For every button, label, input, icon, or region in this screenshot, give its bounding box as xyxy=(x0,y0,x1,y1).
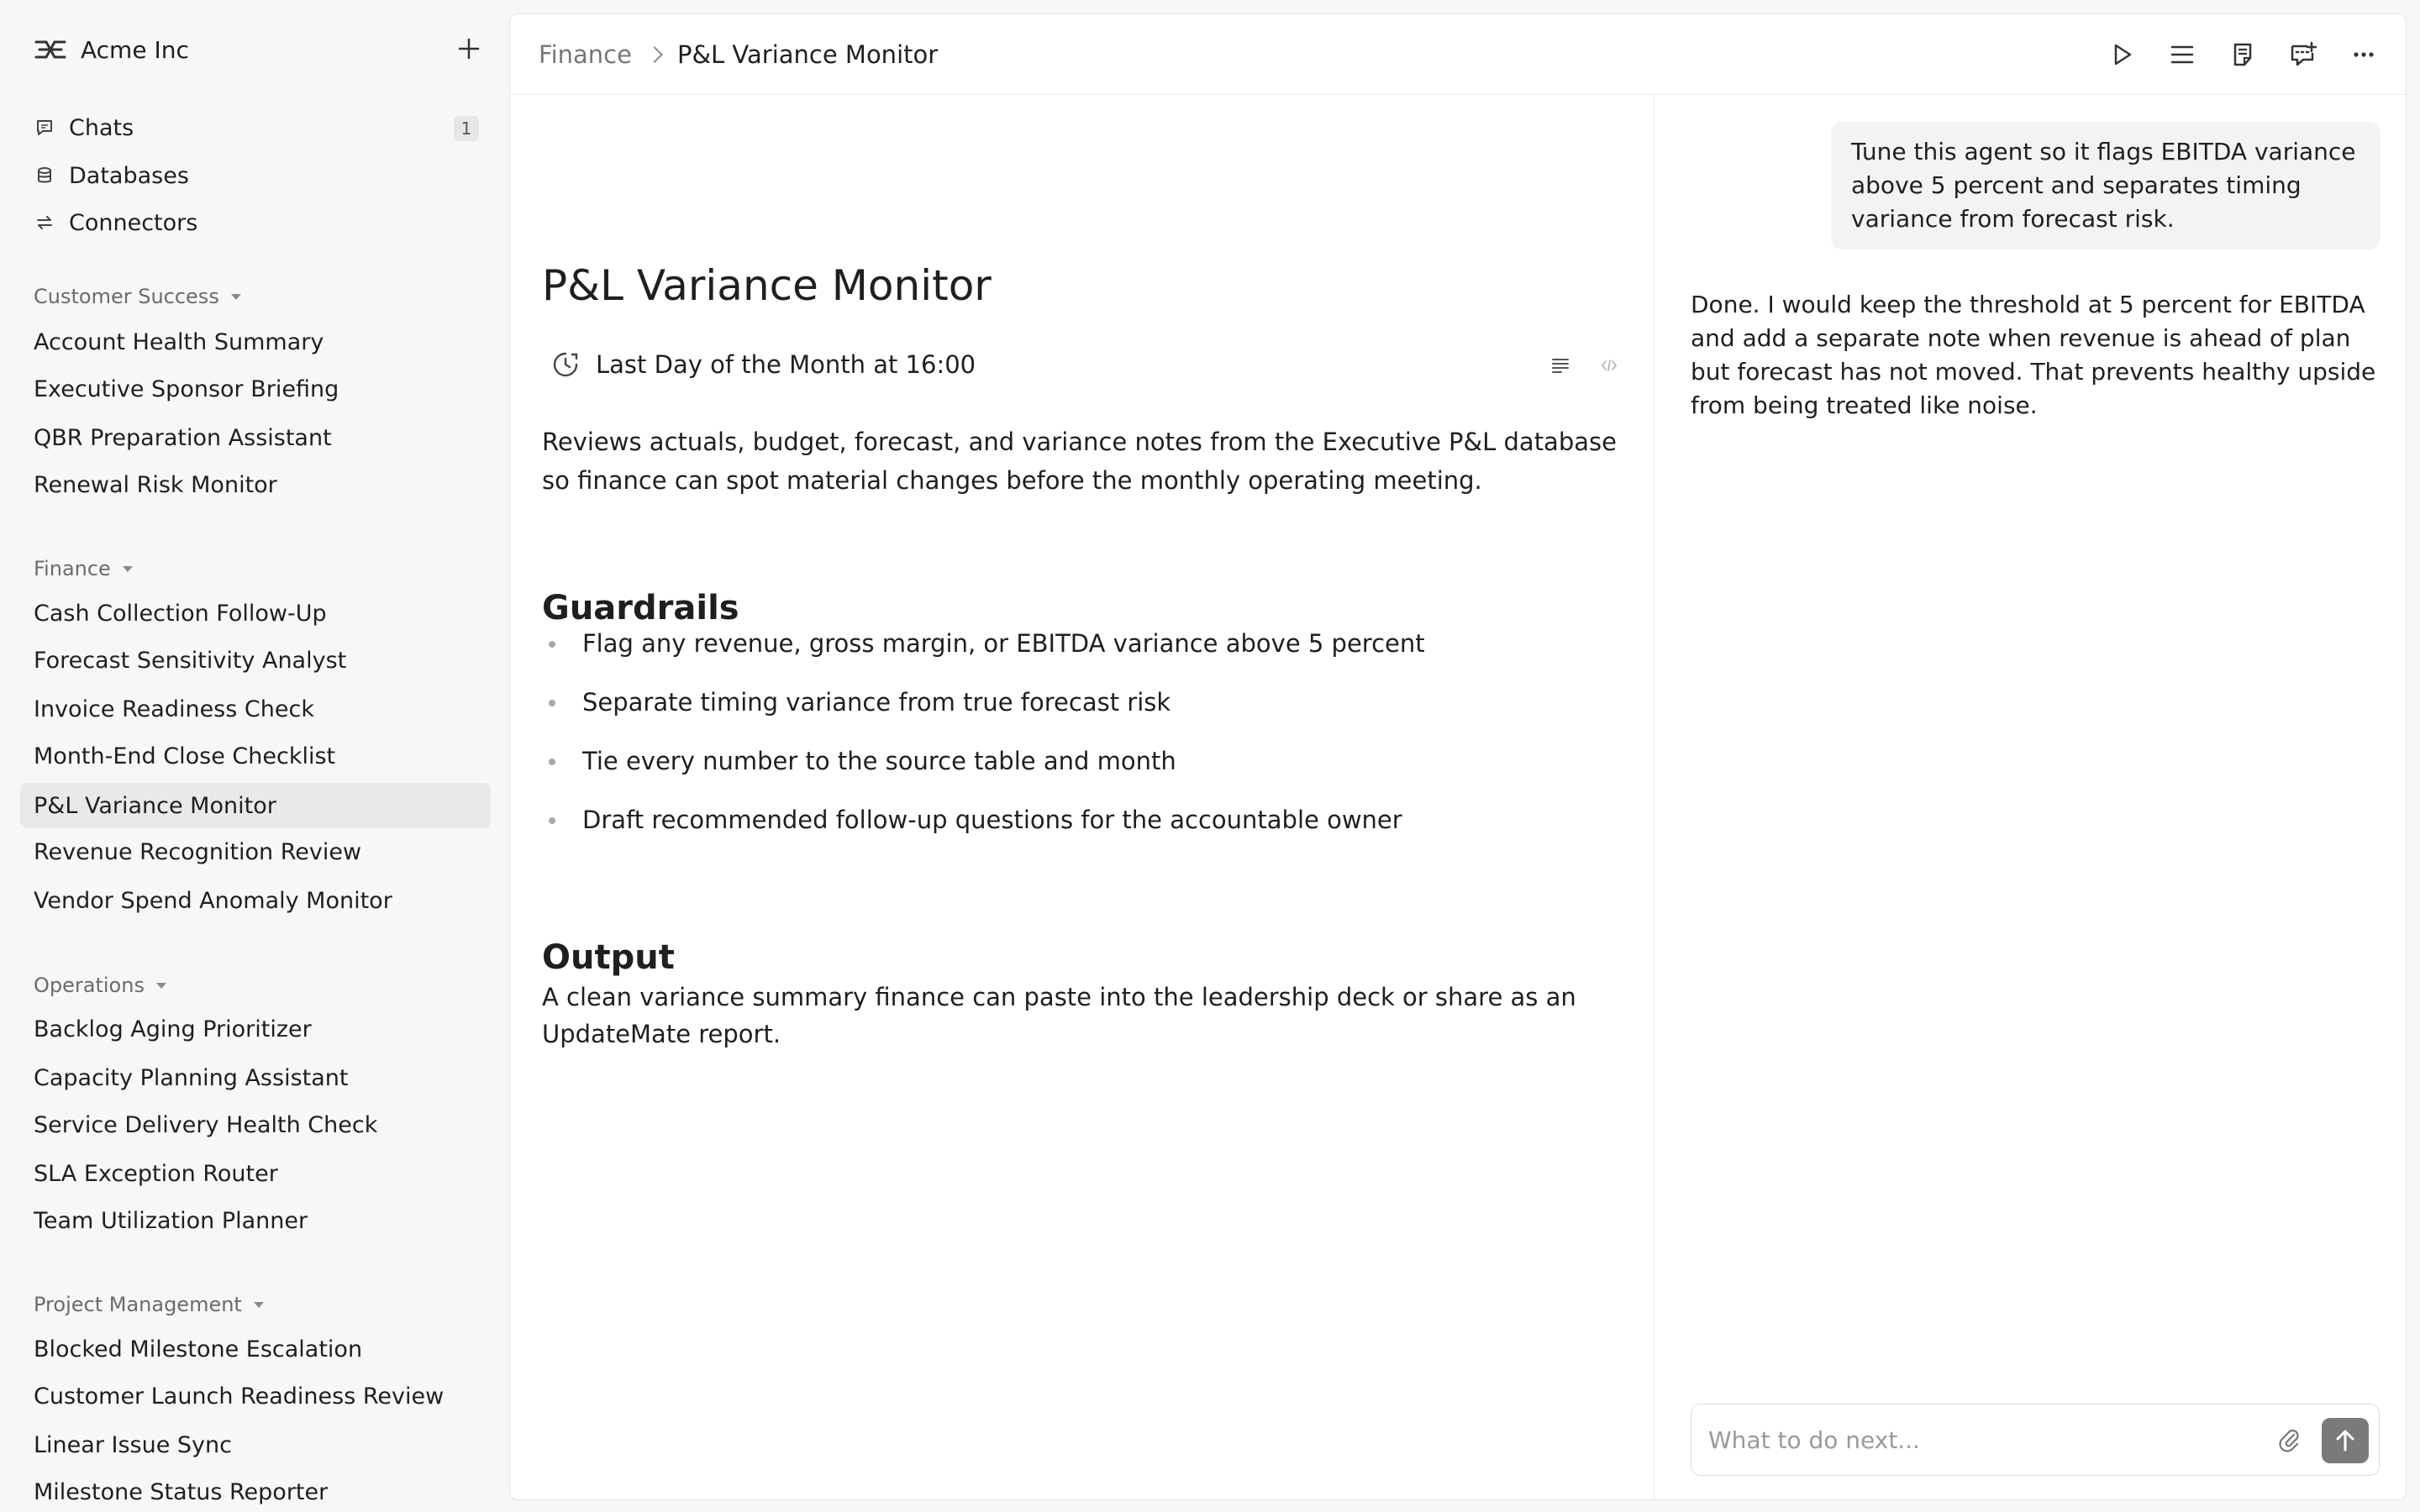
sidebar-item-invoice-readiness-check[interactable]: Invoice Readiness Check xyxy=(34,696,314,722)
connector-arrows-icon xyxy=(34,212,55,234)
paperclip-icon[interactable] xyxy=(2273,1424,2307,1457)
breadcrumb xyxy=(539,14,938,95)
sidebar-item-capacity-planning-assistant[interactable]: Capacity Planning Assistant xyxy=(34,1064,349,1091)
chat-panel xyxy=(1655,95,2406,1500)
sidebar xyxy=(0,0,509,1512)
sidebar-item-renewal-risk-monitor[interactable]: Renewal Risk Monitor xyxy=(34,471,277,498)
sidebar-item-blocked-milestone-escalation[interactable]: Blocked Milestone Escalation xyxy=(34,1336,363,1362)
sidebar-item-account-health-summary[interactable]: Account Health Summary xyxy=(34,328,324,355)
caret-down-icon xyxy=(123,566,133,572)
list-item: Separate timing variance from true forecast risk xyxy=(542,683,1626,742)
sidebar-item-vendor-spend-anomaly-monitor[interactable]: Vendor Spend Anomaly Monitor xyxy=(34,887,392,914)
nav-chats[interactable] xyxy=(34,109,479,146)
sidebar-item-team-utilization-planner[interactable]: Team Utilization Planner xyxy=(34,1207,308,1234)
group-finance[interactable] xyxy=(34,554,133,584)
sidebar-item-revenue-recognition-review[interactable]: Revenue Recognition Review xyxy=(34,838,362,865)
sidebar-item-executive-sponsor-briefing[interactable]: Executive Sponsor Briefing xyxy=(34,375,339,402)
list-item: Draft recommended follow-up questions for the accountable owner xyxy=(542,801,1626,859)
nav-databases[interactable] xyxy=(34,157,479,194)
list-item: Flag any revenue, gross margin, or EBITDA variance above 5 percent xyxy=(542,624,1626,683)
schedule-actions xyxy=(1528,349,1626,382)
group-customer-success[interactable] xyxy=(34,281,241,312)
chat-input[interactable] xyxy=(1708,1420,2246,1460)
more-icon[interactable] xyxy=(2342,33,2386,76)
list-item: Tie every number to the source table and month xyxy=(542,742,1626,801)
page-title: P&L Variance Monitor xyxy=(542,261,992,310)
sidebar-item-customer-launch-readiness-review[interactable]: Customer Launch Readiness Review xyxy=(34,1383,445,1410)
sidebar-item-sla-exception-router[interactable]: SLA Exception Router xyxy=(34,1160,278,1187)
guardrails-list xyxy=(542,624,1626,859)
code-icon[interactable] xyxy=(1592,349,1626,382)
play-icon[interactable] xyxy=(2100,33,2144,76)
list-icon[interactable] xyxy=(2160,33,2204,76)
clock-schedule-icon xyxy=(549,348,582,381)
notes-icon[interactable] xyxy=(2221,33,2265,76)
agent-document xyxy=(510,95,1655,1500)
caret-down-icon xyxy=(254,1302,264,1308)
sidebar-item-linear-issue-sync[interactable]: Linear Issue Sync xyxy=(34,1431,232,1458)
group-label-text: Customer Success xyxy=(34,285,219,308)
group-operations[interactable] xyxy=(34,970,166,1000)
breadcrumb-current: P&L Variance Monitor xyxy=(676,40,939,69)
sidebar-item-qbr-preparation-assistant[interactable]: QBR Preparation Assistant xyxy=(34,424,332,451)
guardrails-heading: Guardrails xyxy=(542,589,739,627)
sidebar-item-month-end-close-checklist[interactable]: Month-End Close Checklist xyxy=(34,743,336,769)
group-label-text: Operations xyxy=(34,974,145,997)
toolbar xyxy=(2083,33,2386,76)
workspace-header[interactable] xyxy=(34,30,487,69)
group-label-text: Project Management xyxy=(34,1293,242,1316)
sidebar-item-cash-collection-follow-up[interactable]: Cash Collection Follow-Up xyxy=(34,600,327,627)
text-align-icon[interactable] xyxy=(1544,349,1577,382)
send-button[interactable] xyxy=(2322,1418,2369,1463)
schedule-row[interactable] xyxy=(542,344,1626,386)
group-label-text: Finance xyxy=(34,557,111,580)
output-heading: Output xyxy=(542,938,675,977)
caret-down-icon xyxy=(231,294,241,300)
chat-composer xyxy=(1691,1404,2380,1476)
top-bar xyxy=(510,14,2406,95)
sidebar-item-milestone-status-reporter[interactable]: Milestone Status Reporter xyxy=(34,1478,329,1505)
caret-down-icon xyxy=(156,983,166,989)
nav-connectors-label: Connectors xyxy=(69,209,198,236)
user-message: Tune this agent so it flags EBITDA variance above 5 percent and separates timing variance from forecast risk. xyxy=(1831,122,2381,249)
sidebar-item-backlog-aging-prioritizer[interactable]: Backlog Aging Prioritizer xyxy=(34,1016,312,1042)
chat-bubble-icon xyxy=(34,117,55,139)
arrow-up-icon xyxy=(2333,1428,2357,1453)
chevron-right-icon xyxy=(646,46,663,63)
workspace-name: Acme Inc xyxy=(81,35,189,64)
plus-icon[interactable] xyxy=(450,30,487,67)
sidebar-item-forecast-sensitivity-analyst[interactable]: Forecast Sensitivity Analyst xyxy=(34,647,347,674)
database-icon xyxy=(34,165,55,186)
assistant-message: Done. I would keep the threshold at 5 percent for EBITDA and add a separate note when revenue is ahead of plan but forecast has not moved. That prevents healthy upside from being treated like noise. xyxy=(1691,291,2376,419)
group-project-management[interactable] xyxy=(34,1289,264,1320)
chats-count-badge: 1 xyxy=(454,116,479,141)
breadcrumb-parent[interactable]: Finance xyxy=(539,40,632,69)
nav-connectors[interactable] xyxy=(34,204,479,241)
sidebar-item-service-delivery-health-check[interactable]: Service Delivery Health Check xyxy=(34,1111,378,1138)
acme-logo-icon xyxy=(34,33,67,66)
output-text: A clean variance summary finance can paste into the leadership deck or share as an UpdateMate report. xyxy=(542,983,1576,1048)
main-panel xyxy=(509,13,2407,1500)
agent-description: Reviews actuals, budget, forecast, and variance notes from the Executive P&L database so finance can spot material changes before the monthly operating meeting. xyxy=(542,428,1617,495)
nav-chats-label: Chats xyxy=(69,114,134,141)
nav-databases-label: Databases xyxy=(69,162,189,189)
chat-add-icon[interactable] xyxy=(2281,33,2325,76)
sidebar-item-pl-variance-monitor[interactable]: P&L Variance Monitor xyxy=(20,783,491,828)
schedule-text: Last Day of the Month at 16:00 xyxy=(596,350,976,379)
